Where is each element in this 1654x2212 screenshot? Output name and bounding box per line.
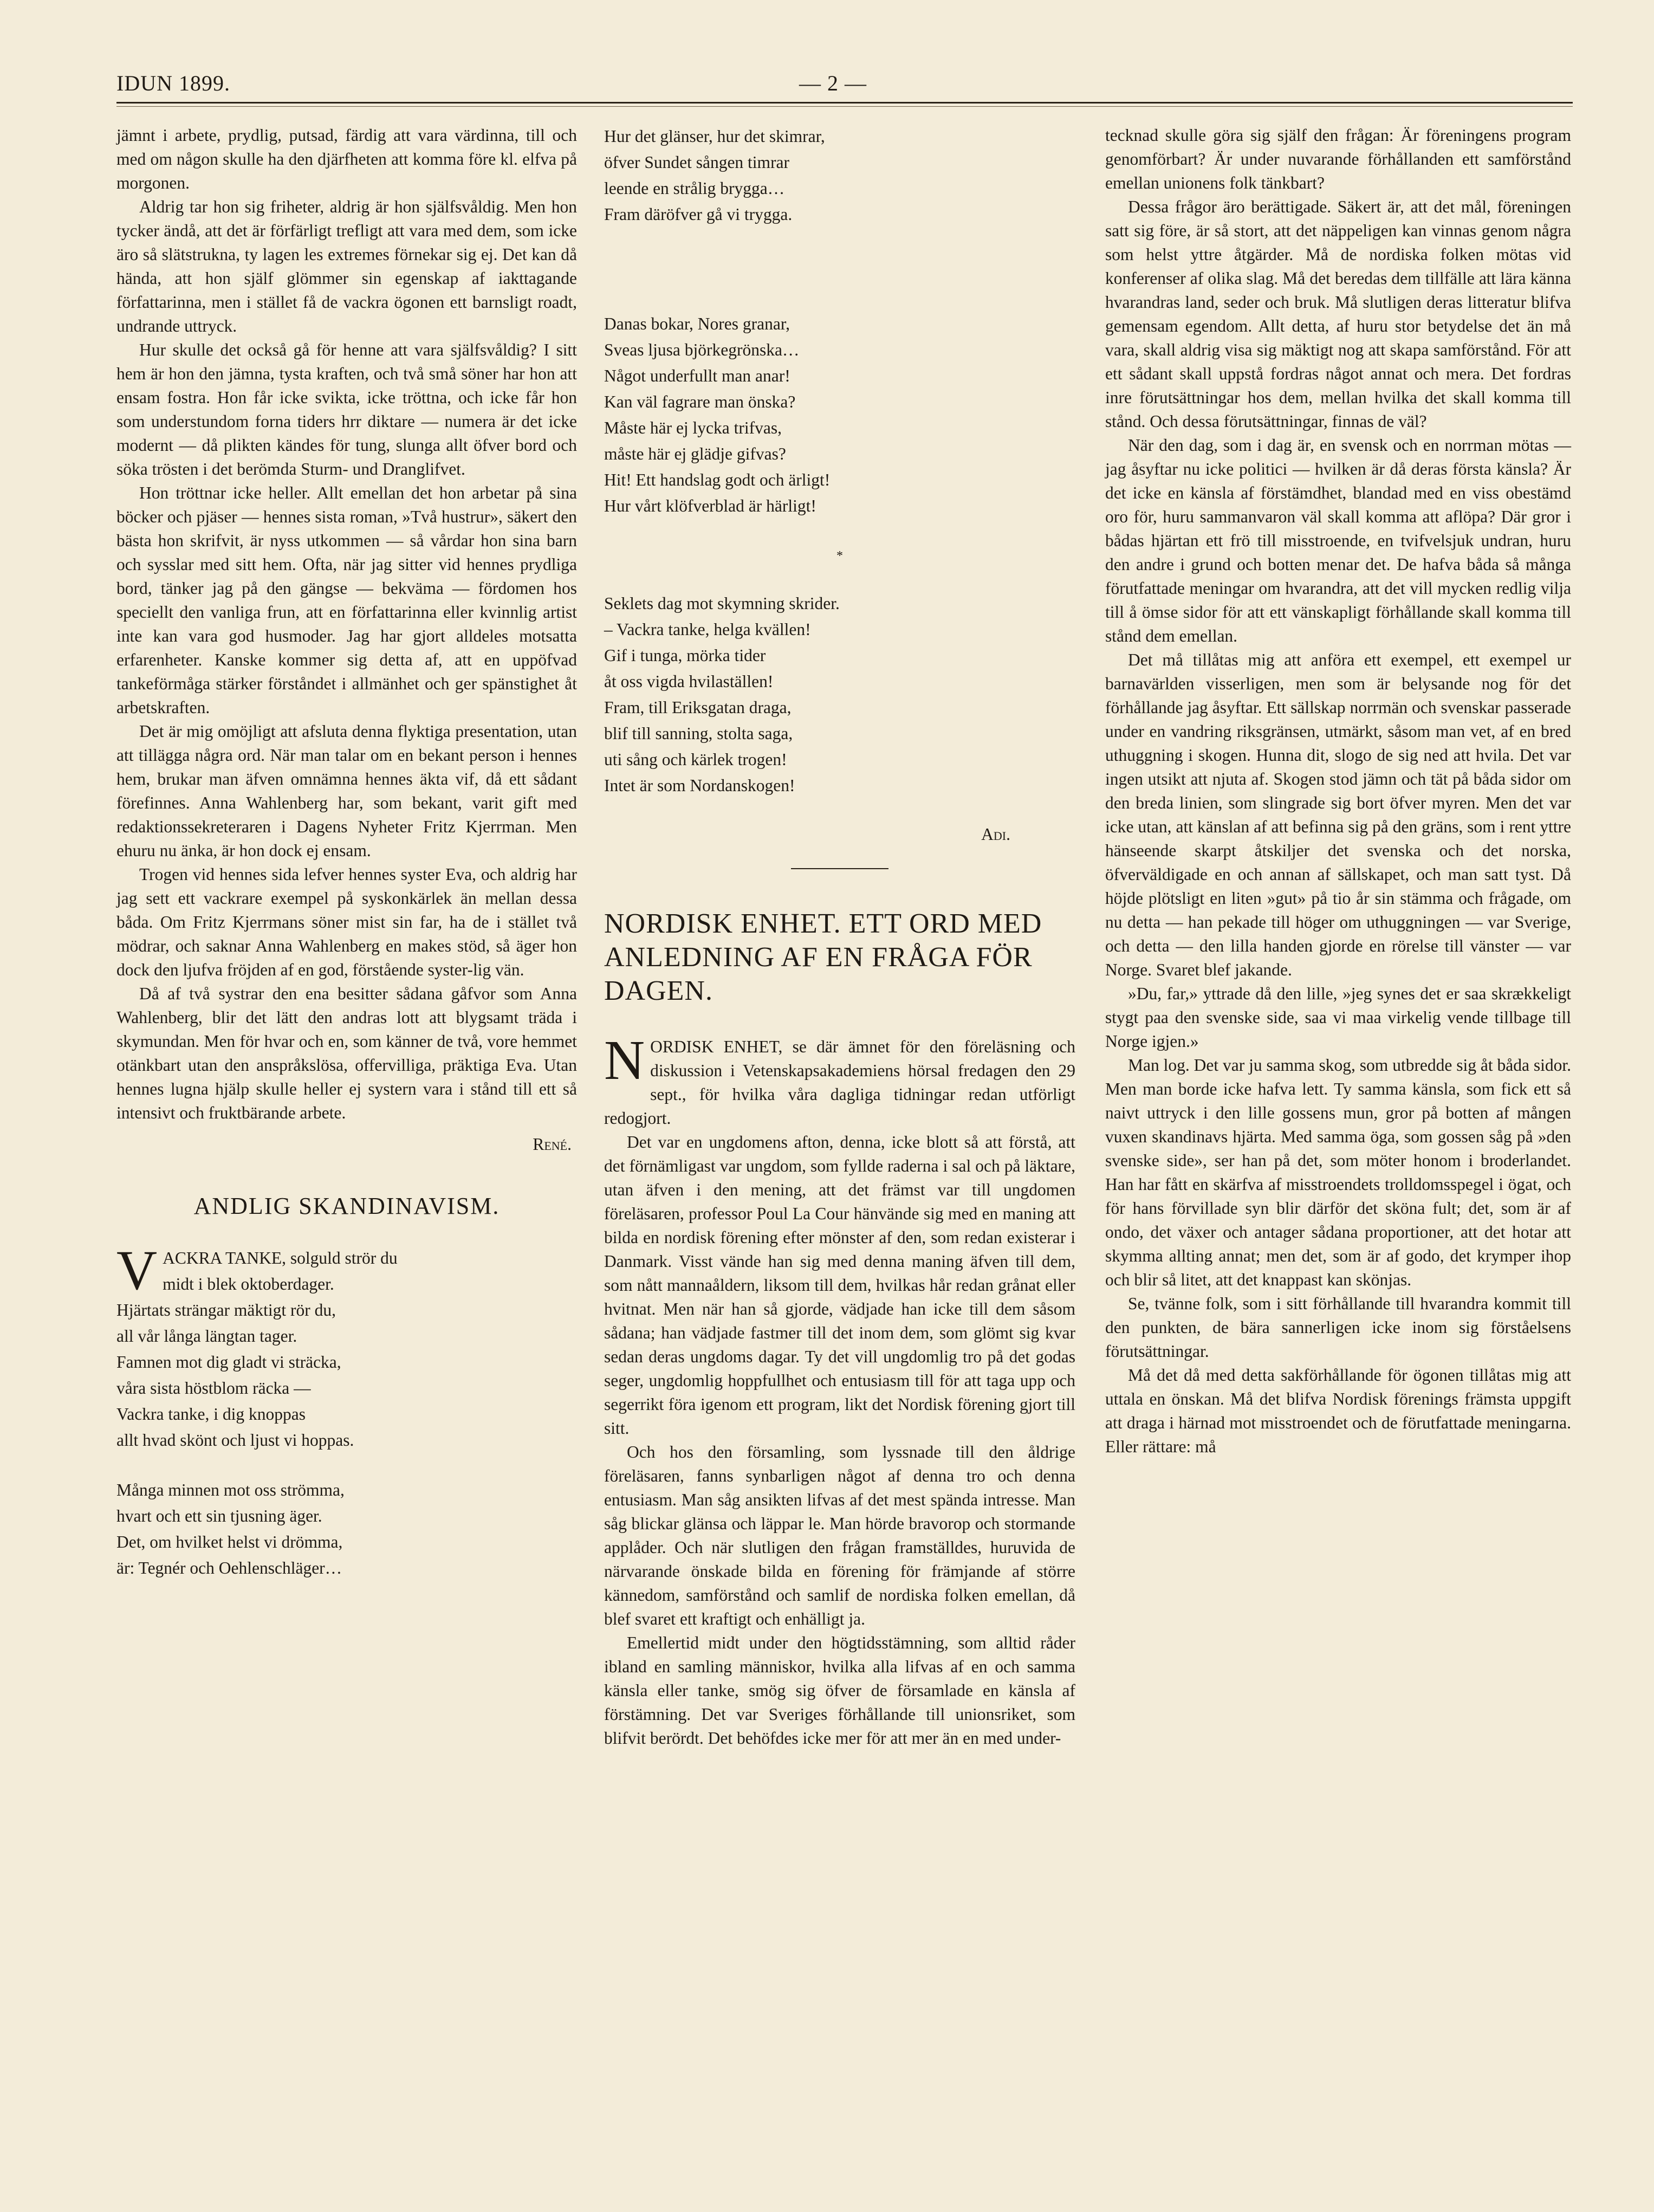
poem-line: måste här ej glädje gifvas?	[604, 444, 786, 463]
poem-line: Sveas ljusa björkegrönska…	[604, 340, 800, 359]
poem-line: öfver Sundet sången timrar	[604, 153, 790, 172]
drop-cap: N	[604, 1029, 645, 1091]
paragraph: Det må tillåtas mig att anföra ett exempel, ett exempel ur barnavärlden visserligen, men som är belysande nog för det förhållande jag åsyftar. Ett sällskap norrmän och svenskar passerade under en vandring riksgränsen, utmärkt, såsom man vet, af en bred uthuggning i skogen. Hunna dit, slogo de sig ned att hvila. Det var ingen utsikt att njuta af. Skogen stod jämn och tät på båda sidor om den breda linien, som slingrade sig bort öfver myren. Men det var icke utan, att känslan af att befinna sig på den gräns, som i rent yttre hänseende skarpt åtskiljer det svenska och det norska, öfverväldigade en och annan af sällskapet, och man satt tyst. Då höjde plötsligt en liten »gut» på tio år sin stämma och frågade, om nu detta — han pekade till höger om uthuggningen — var Sverige, och detta — den lilla handen gjorde en rörelse till vänster — var Norge. Svaret blef jakande.	[1105, 650, 1571, 979]
page-number: — 2 —	[799, 71, 867, 95]
poem-line: Hur det glänser, hur det skimrar,	[604, 127, 825, 146]
poem-line: Danas bokar, Nores granar,	[604, 314, 790, 333]
poem-line: åt oss vigda hvilaställen!	[604, 672, 774, 691]
poem-line: Seklets dag mot skymning skrider.	[604, 594, 840, 613]
poem-line: Famnen mot dig gladt vi sträcka,	[116, 1353, 341, 1372]
poem-line: hvart och ett sin tjusning äger.	[116, 1506, 322, 1525]
drop-cap: V	[116, 1239, 158, 1302]
section-heading: ANDLIG SKANDINAVISM.	[193, 1193, 500, 1219]
poem-line: Hit! Ett handslag godt och ärligt!	[604, 470, 831, 489]
paragraph: jämnt i arbete, prydlig, putsad, färdig att vara värdinna, till och med om någon skulle ha den djärfheten att komma före kl. elfva på morgonen.	[116, 126, 577, 192]
poem-line: Kan väl fagrare man önska?	[604, 392, 796, 411]
poem	[116, 1239, 577, 1581]
poem-line: – Vackra tanke, helga kvällen!	[604, 620, 811, 639]
paragraph	[604, 1029, 1075, 1130]
poem-line: allt hvad skönt och ljust vi hoppas.	[116, 1431, 354, 1450]
poem-line: Många minnen mot oss strömma,	[116, 1480, 345, 1499]
paragraph: När den dag, som i dag är, en svensk och en norrman mötas — jag åsyftar nu icke politici — hvilken är då deras första känsla? Är det icke en känsla af förstämdhet, blandad med en viss obestämd oro för, huru sammanvaron väl skall komma att aflöpa? Där gror i bådas hjärtan ett frö till misstroende, en tvifvelsjuk undran, huru den andre i grund och botten menar det. De hafva båda så många förutfattade meningar om hvarandra, att det vill mycken redlig vilja till å ömse sidor för att ett vänskapligt förhållande skall komma till stånd dem emellan.	[1105, 436, 1571, 645]
poem-line: Fram, till Eriksgatan draga,	[604, 698, 792, 717]
paragraph: Och hos den församling, som lyssnade till den åldrige föreläsaren, fanns synbarligen något af denna tro och denna entusiasm. Man såg ansikten lifvas af det mest spända intresse. Man såg blickar glänsa och läppar le. Man hörde bravorop och stormande applåder. Och när slutligen den frågan framställdes, huruvida de närvarande önskade bilda en förening för främjande af större kännedom, samförstånd och samlif de nordiska folken emellan, då blef svaret ett kraftigt och enhälligt ja.	[604, 1443, 1075, 1628]
masthead-year: IDUN 1899.	[116, 71, 230, 95]
poem-line: ACKRA TANKE, solguld strör du	[163, 1249, 398, 1267]
paragraph: Trogen vid hennes sida lefver hennes syster Eva, och aldrig har jag sett ett vackrare exempel på syskonkärlek än mellan dessa båda. Om Fritz Kjerrmans söner mist sin far, ha de i stället två mödrar, och saknar Anna Wahlenberg en makes stöd, så äger hon dock den ljufva fröjden af en god, förstående syster-lig vän.	[116, 865, 577, 979]
poem-stanza	[604, 591, 1075, 799]
column-middle	[604, 124, 1075, 1750]
page-header	[116, 65, 1565, 99]
poem-line: Hur vårt klöfverblad är härligt!	[604, 496, 816, 515]
poem-line: Intet är som Nordanskogen!	[604, 776, 795, 795]
article-heading: NORDISK ENHET. ETT ORD MED ANLEDNING AF EN FRÅGA FÖR DAGEN.	[604, 908, 1042, 1006]
paragraph: Emellertid midt under den högtidsstämning, som alltid råder ibland en samling människor, hvilka alla lifvas af en och samma känsla eller tanke, smög sig öfver de församlade en känsla af förstämning. Det var Sveriges förhållande till unionsriket, som blifvit berördt. Det behöfdes icke mer för att mer än en med under-	[604, 1633, 1075, 1748]
paragraph: Det var en ungdomens afton, denna, icke blott så att förstå, att det förnämligast var ungdom, som fyllde raderna i sal och på läktare, utan äfven i den mening, att det främst var till ungdomen föreläsaren, professor Poul La Cour hänvände sig med en maning att bilda en nordisk förening efter mönster af den, som redan existerar i Danmark. Visst vände han sig med denna maning äfven till dem, som nått mannaåldern, liksom till dem, hvilkas hår redan grånat eller hvitnat. Men när han så gjorde, vädjade han icke till dem såsom sådana; han vädjade fastmer till det inom dem, som glömt sig kvar sedan deras ungdoms dagar. Ty det vill ungdomlig tro på det godas seger, ungdomlig hoppfullhet och entusiasm till för att taga upp och segerrikt föra igenom ett program, likt det Nordisk förening gjort till sitt.	[604, 1133, 1075, 1438]
paragraph: Hur skulle det också gå för henne att vara själfsvåldig? I sitt hem är hon den jämna, tysta kraften, och två små söner har hon att ensam fostra. Hon får icke svikta, icke tröttna, och icke får hon som understundom forna tiders hrr diktare — numera är det icke modernt — då plikten kändes för tung, slunga allt öfver bord och söka trösten i det berömda Sturm- und Dranglifvet.	[116, 340, 577, 478]
paragraph: tecknad skulle göra sig själf den frågan: Är föreningens program genomförbart? Är under nuvarande förhållanden ett samförstånd emellan unionens folk tänkbart?	[1105, 126, 1571, 192]
paragraph-text: ORDISK ENHET, se där ämnet för den föreläsning och diskussion i Vetenskapsakademiens hörsal fredagen den 29 sept., för hvilka våra dagliga tidningar redan utförligt redogjort.	[604, 1037, 1075, 1128]
column-right	[1105, 124, 1571, 1459]
section-star: *	[836, 549, 843, 563]
poem-stanza	[604, 311, 1075, 519]
poem-continued	[604, 124, 1075, 799]
poem-line: Måste här ej lycka trifvas,	[604, 418, 782, 437]
paragraph: Må det då med detta sakförhållande för ögonen tillåtas mig att uttala en önskan. Må det blifva Nordisk förenings främsta uppgift att draga i härnad mot misstroendet och de förutfattade meningarna. Eller rättare: må	[1105, 1366, 1571, 1456]
poem-stanza	[604, 124, 1075, 228]
poem-stanza	[116, 1477, 577, 1581]
paragraph: »Du, far,» yttrade då den lille, »jeg synes det er saa skrækkeligt stygt paa den svenske side, saa vi maa virkelig vende tillbage till Norge igjen.»	[1105, 984, 1571, 1051]
poem-line: Gif i tunga, mörka tider	[604, 646, 766, 665]
author-signature: René.	[533, 1135, 572, 1154]
paragraph: Se, tvänne folk, som i sitt förhållande till hvarandra kommit till den punkten, de bära sannerligen icke inom sig förståelsens förutsättningar.	[1105, 1294, 1571, 1361]
column-left	[116, 124, 577, 1605]
poem-line: är: Tegnér och Oehlenschläger…	[116, 1558, 342, 1577]
section-divider	[791, 868, 888, 869]
poem-line: all vår långa längtan tager.	[116, 1327, 297, 1346]
paragraph: Det är mig omöjligt att afsluta denna flyktiga presentation, utan att tillägga några ord. När man talar om en bekant person i hennes hem, brukar man äfven omnämna hennes äkta vif, då ett sådant förefinnes. Anna Wahlenberg har, som bekant, varit gift med redaktionssekreteraren i Dagens Nyheter Fritz Kjerrman. Men ehuru nu änka, är hon dock ej ensam.	[116, 722, 577, 860]
paragraph: Aldrig tar hon sig friheter, aldrig är hon själfsvåldig. Men hon tycker ändå, att det är förfärligt trefligt att vara med dem, som icke äro så slätstrukna, ty lagen les extremes förnekar sig ej. Det kan då hända, att hon själf glömmer sin egenskap af iakttagande författarinna, men i stället få de vackra ögonen ett barnsligt roadt, undrande uttryck.	[116, 197, 577, 335]
poem-line: Det, om hvilket helst vi drömma,	[116, 1532, 343, 1551]
poem-line: blif till sanning, stolta saga,	[604, 724, 793, 743]
poem-signature: Adi.	[981, 825, 1010, 844]
poem-line: Hjärtats strängar mäktigt rör du,	[116, 1301, 336, 1320]
poem-line: midt i blek oktoberdager.	[163, 1275, 334, 1293]
poem-line: uti sång och kärlek trogen!	[604, 750, 787, 769]
paragraph: Man log. Det var ju samma skog, som utbredde sig åt båda sidor. Men man borde icke hafva lett. Ty samma känsla, som fick ett så naivt uttryck i den lille gossens mun, gror på botten af mången vuxen skandinavs hjärta. Med samma öga, som gossen såg på »den svenske side», ser han på det, som möter honom i broderlandet. Han har fått en skärfva af misstroendets trolldomsspegel i ögat, och för hans förvillade syn blir därför det sköna fult; det, som är af ondo, det växer och antager sådana proportioner, att det hotar att skymma allting annat; men det, som är af godo, det krymper ihop och blir så litet, att det knappast kan skönjas.	[1105, 1056, 1571, 1289]
poem-line: Fram däröfver gå vi trygga.	[604, 205, 793, 224]
paragraph: Då af två systrar den ena besitter sådana gåfvor som Anna Wahlenberg, blir det lätt den andras lott att blygsamt träda i skymundan. Men för hvar och en, som känner de två, vore hemmet otänkbart utan den anspråkslösa, offervilliga, präktiga Eva. Utan hennes lugna hjälp skulle heller ej systern vara i stånd till ett så intensivt och fruktbärande arbete.	[116, 984, 577, 1122]
poem-line: leende en strålig brygga…	[604, 179, 785, 198]
header-rule	[116, 102, 1573, 104]
header-rule-thin	[116, 106, 1573, 107]
paragraph: Hon tröttnar icke heller. Allt emellan det hon arbetar på sina böcker och pjäser — hennes sista roman, »Två hustrur», säkert den bästa hon skrifvit, är nyss utkommen — så vårdar hon sina barn och sysslar med sitt hem. Ofta, när jag sitter vid hennes prydliga bord, tänker jag på den gängse — bekväma — fördomen hos speciellt den vanliga frun, att en författarinna eller kvinnlig artist inte kan vara god husmoder. Jag har gjort alldeles motsatta erfarenheter. Kanske kommer sig detta af, att en uppöfvad tankeförmåga stärker förståndet i allmänhet och ger spänstighet åt arbetskraften.	[116, 483, 577, 717]
paragraph: Dessa frågor äro berättigade. Säkert är, att det mål, föreningen satt sig före, är så stort, att det näppeligen kan vinnas genom några som helst yttre åtgärder. Må de nordiska folken mötas vid konferenser af olika slag. Må det beredas dem tillfälle att lära känna hvarandras land, seder och bruk. Må slutligen deras litteratur blifva gemensam egendom. Allt detta, af huru stor betydelse det än må vara, skall aldrig visa sig mäktigt nog att skapa samförstånd. För att ett sådant skall uppstå fordras något annat och mera. Det fordras inre förutsättningar hos dem, mellan hvilka det skall komma till stånd. Och dessa förutsättningar, finnas de väl?	[1105, 197, 1571, 431]
poem-line: våra sista höstblom räcka —	[116, 1379, 311, 1398]
poem-line: Vackra tanke, i dig knoppas	[116, 1405, 306, 1424]
poem-stanza	[116, 1239, 577, 1453]
poem-line: Något underfullt man anar!	[604, 366, 790, 385]
